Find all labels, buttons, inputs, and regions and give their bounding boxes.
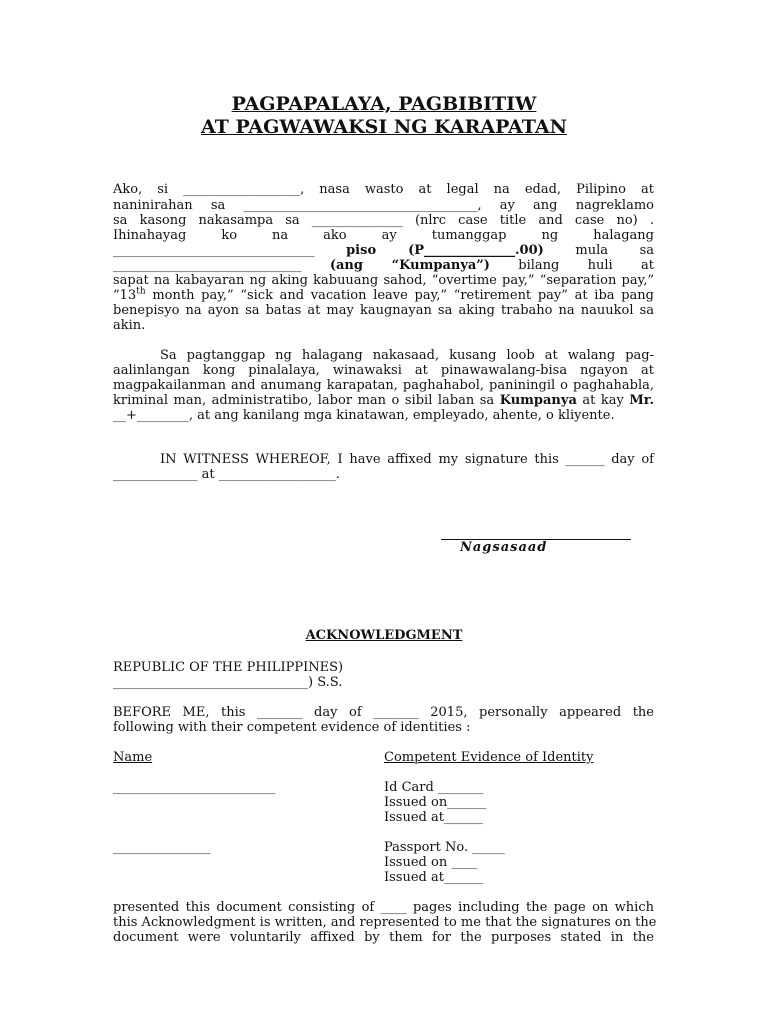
paragraph-2-line: __+________, at ang kanilang mga kinatawan, empleyado, ahente, o kliyente.	[113, 408, 615, 423]
paragraph-1-line	[113, 258, 654, 274]
issued-on-field: Issued on______	[384, 795, 487, 810]
identity-row-name-blank: _______________	[113, 840, 211, 855]
paragraph-2-line: magpakailanman and anumang karapatan, paghahabol, paniningil o paghahabla,	[113, 378, 654, 393]
signature-label: Nagsasaad	[460, 540, 548, 555]
issued-at-field: Issued at______	[384, 810, 483, 825]
amount-words-blank: _______________________________	[113, 243, 315, 258]
presented-line: presented this document consisting of ____ pages including the page on which	[113, 900, 654, 915]
ordinal-suffix: th	[136, 286, 146, 297]
paragraph-1-text: “13	[113, 288, 137, 303]
before-me-line: BEFORE ME, this _______ day of _______ 2015, personally appeared the	[113, 705, 654, 720]
venue-line: REPUBLIC OF THE PHILIPPINES)	[113, 660, 344, 675]
column-header-evidence: Competent Evidence of Identity	[384, 750, 594, 765]
company-reference: Kumpanya	[499, 393, 577, 408]
presented-line: this Acknowledgment is written, and represented to me that the signatures on the	[113, 915, 657, 930]
document-title-line-2: AT PAGWAWAKSI NG KARAPATAN	[201, 116, 567, 138]
paragraph-1-line: sa kasong nakasampa sa ______________ (nlrc case title and case no) .	[113, 213, 654, 228]
paragraph-2-text: at kay	[582, 393, 624, 408]
paragraph-1-text: bilang huli at	[518, 258, 654, 273]
issued-on-field: Issued on ____	[384, 855, 478, 870]
paragraph-1-line: Ako, si __________________, nasa wasto at legal na edad, Pilipino at	[113, 182, 654, 197]
paragraph-1-line: akin.	[113, 318, 146, 333]
honorific: Mr.	[629, 393, 654, 408]
column-header-name: Name	[113, 750, 153, 765]
paragraph-1-line	[113, 288, 654, 304]
paragraph-1-text: month pay,” “sick and vacation leave pay,” “retirement pay” at iba pang	[145, 288, 654, 303]
paragraph-2-line: aalinlangan kong pinalalaya, winawaksi at pinawawalang-bisa ngayon at	[113, 363, 654, 378]
paragraph-1-line: Ihinahayag ko na ako ay tumanggap ng halagang	[113, 228, 654, 243]
amount-piso: piso (P______________.00)	[346, 243, 544, 258]
venue-line: ______________________________) S.S.	[113, 675, 343, 690]
acknowledgment-title: ACKNOWLEDGMENT	[305, 628, 463, 643]
before-me-line: following with their competent evidence of identities :	[113, 720, 471, 735]
witness-line: IN WITNESS WHEREOF, I have affixed my signature this ______ day of	[160, 452, 654, 467]
passport-field: Passport No. _____	[384, 840, 505, 855]
identity-row-name-blank: _________________________	[113, 780, 276, 795]
paragraph-1-line: sapat na kabayaran ng aking kabuuang sahod, “overtime pay,” “separation pay,”	[113, 273, 654, 288]
amount-source: mula sa	[575, 243, 654, 258]
id-card-field: Id Card _______	[384, 780, 484, 795]
presented-line: document were voluntarily affixed by them for the purposes stated in the	[113, 930, 654, 945]
paragraph-1-line: naninirahan sa ____________________________________, ay ang nagreklamo	[113, 198, 654, 213]
paragraph-2-line	[113, 393, 654, 409]
paragraph-2-line: Sa pagtanggap ng halagang nakasaad, kusang loob at walang pag-	[160, 348, 654, 363]
paragraph-1-line	[113, 243, 654, 259]
paragraph-2-text: kriminal man, administratibo, labor man o sibil laban sa	[113, 393, 495, 408]
document-title-line-1: PAGPAPALAYA, PAGBIBITIW	[231, 93, 537, 115]
company-designation: (ang “Kumpanya”)	[329, 258, 490, 273]
paragraph-1-line: benepisyo na ayon sa batas at may kaugnayan sa aking trabaho na nauukol sa	[113, 303, 654, 318]
issued-at-field: Issued at______	[384, 870, 483, 885]
company-name-blank: _____________________________	[113, 258, 302, 273]
witness-line: _____________ at __________________.	[113, 467, 340, 482]
